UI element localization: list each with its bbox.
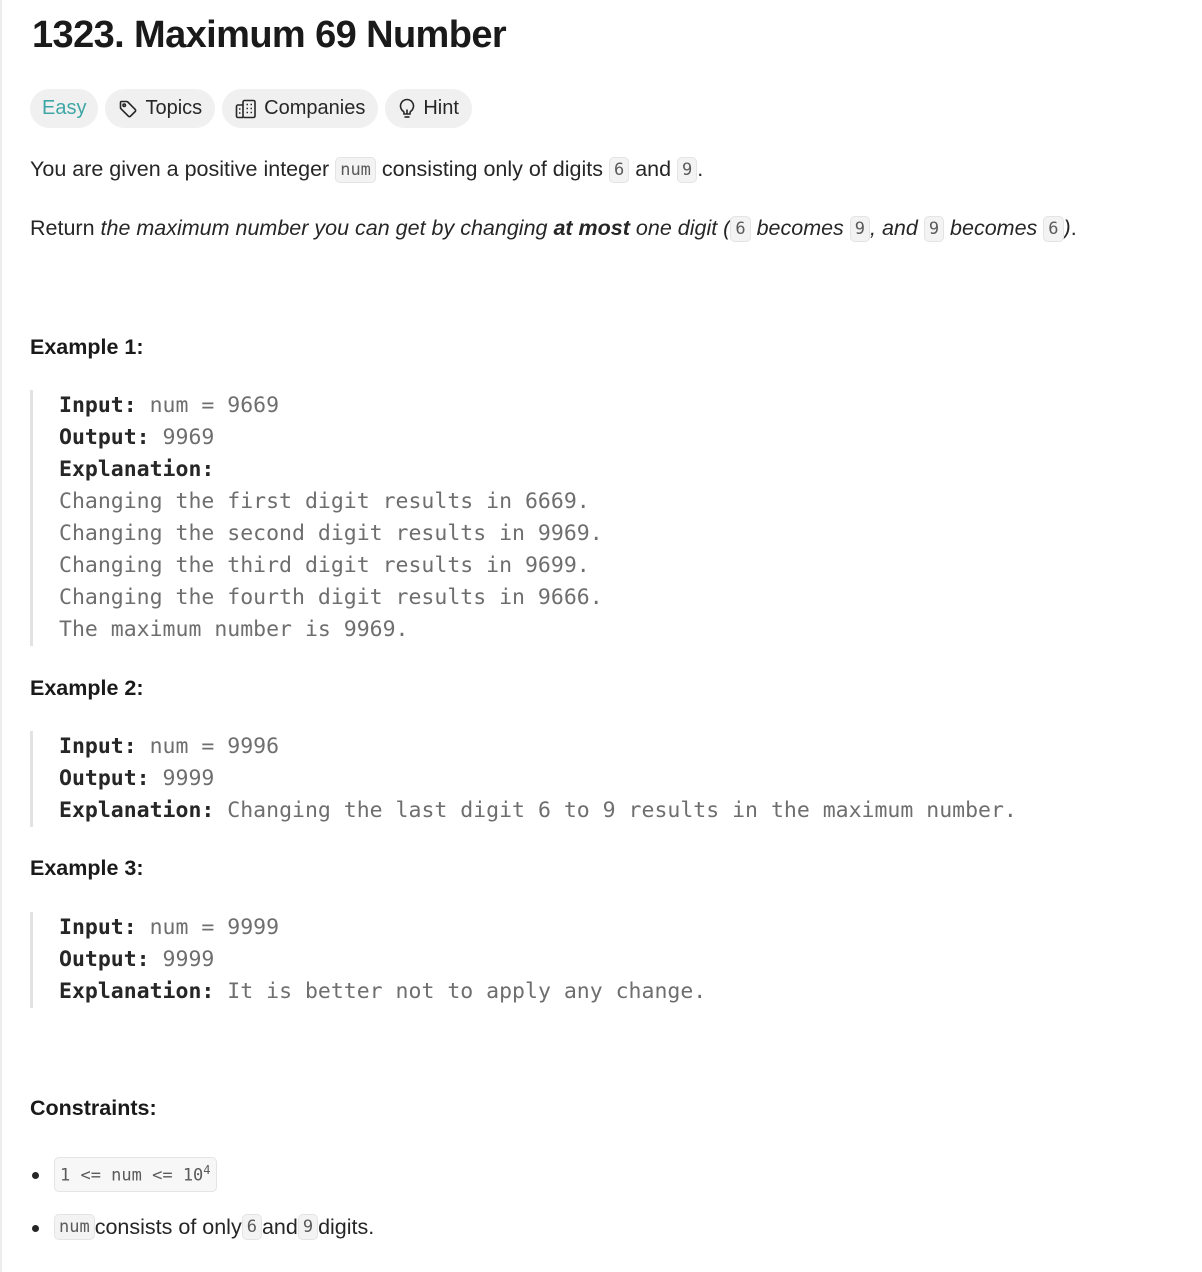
example-3-heading: Example 3: — [30, 856, 144, 880]
hint-label: Hint — [423, 97, 459, 119]
hint-button[interactable] — [385, 89, 472, 128]
difficulty-label: Easy — [42, 97, 87, 119]
italic-text: becomes — [750, 216, 850, 240]
input-value: num = 9669 — [136, 393, 280, 418]
explanation-text: Changing the last digit 6 to 9 results in the maximum number. — [214, 798, 1017, 823]
inline-code: 6 — [730, 216, 750, 242]
building-icon — [235, 99, 257, 119]
lightbulb-icon — [398, 98, 416, 120]
explanation-label: Explanation: — [59, 979, 215, 1004]
difficulty-badge — [30, 89, 98, 128]
explanation-line: Changing the third digit results in 9699. — [59, 553, 590, 578]
explanation-line: Changing the fourth digit results in 9666. — [59, 585, 603, 610]
input-label: Input: — [59, 734, 137, 759]
italic-text: becomes — [944, 216, 1044, 240]
tag-icon — [118, 99, 138, 119]
italic-text: ) — [1063, 216, 1071, 240]
constraint-text: 1 <= num <= 10 — [60, 1165, 204, 1186]
inline-code: 9 — [677, 157, 697, 183]
input-label: Input: — [59, 393, 137, 418]
inline-code: 6 — [242, 1214, 262, 1240]
constraint-code — [54, 1157, 217, 1193]
inline-code: 9 — [850, 216, 870, 242]
text: Return — [30, 216, 101, 240]
problem-title[interactable]: 1323. Maximum 69 Number — [32, 14, 507, 56]
inline-code: 6 — [1043, 216, 1063, 242]
superscript: 4 — [203, 1162, 211, 1177]
output-label: Output: — [59, 425, 150, 450]
companies-button[interactable] — [222, 89, 378, 128]
constraints-heading: Constraints: — [30, 1096, 157, 1120]
example-1-block — [30, 390, 603, 646]
example-2-heading: Example 2: — [30, 676, 144, 700]
output-label: Output: — [59, 947, 150, 972]
inline-code: 9 — [924, 216, 944, 242]
input-value: num = 9999 — [136, 915, 280, 940]
explanation-label: Explanation: — [59, 457, 215, 482]
explanation-line: Changing the second digit results in 9969. — [59, 521, 603, 546]
tag-row — [30, 89, 472, 128]
explanation-label: Explanation: — [59, 798, 215, 823]
text: consisting only of digits — [375, 157, 609, 181]
example-3-block — [30, 912, 706, 1008]
explanation-line: The maximum number is 9969. — [59, 617, 409, 642]
text: consists of only — [94, 1215, 242, 1239]
explanation-line: Changing the first digit results in 6669. — [59, 489, 590, 514]
constraint-item — [30, 1201, 374, 1254]
constraints-list — [30, 1148, 374, 1254]
description-paragraph-1 — [30, 157, 703, 182]
text: You are given a positive integer — [30, 157, 336, 181]
bold-text: at most — [553, 216, 630, 240]
explanation-text: It is better not to apply any change. — [214, 979, 707, 1004]
inline-code: num — [54, 1214, 95, 1240]
input-label: Input: — [59, 915, 137, 940]
inline-code: 9 — [298, 1214, 318, 1240]
output-value: 9999 — [149, 766, 215, 791]
output-value: 9969 — [149, 425, 215, 450]
example-1-heading: Example 1: — [30, 335, 144, 359]
example-2-block — [30, 731, 1017, 827]
italic-text: , and — [870, 216, 924, 240]
italic-text: one digit ( — [629, 216, 731, 240]
inline-code: 6 — [609, 157, 629, 183]
text: and — [261, 1215, 298, 1239]
description-paragraph-2 — [30, 216, 1077, 241]
text: . — [1070, 216, 1077, 240]
output-label: Output: — [59, 766, 150, 791]
text: digits. — [318, 1215, 375, 1239]
companies-label: Companies — [264, 97, 366, 119]
italic-text: the maximum number you can get by changing — [100, 216, 554, 240]
output-value: 9999 — [149, 947, 215, 972]
input-value: num = 9996 — [136, 734, 280, 759]
text: and — [629, 157, 678, 181]
inline-code: num — [335, 157, 376, 183]
constraint-item — [30, 1148, 374, 1201]
text: . — [697, 157, 704, 181]
topics-button[interactable] — [105, 89, 215, 128]
topics-label: Topics — [145, 97, 203, 119]
